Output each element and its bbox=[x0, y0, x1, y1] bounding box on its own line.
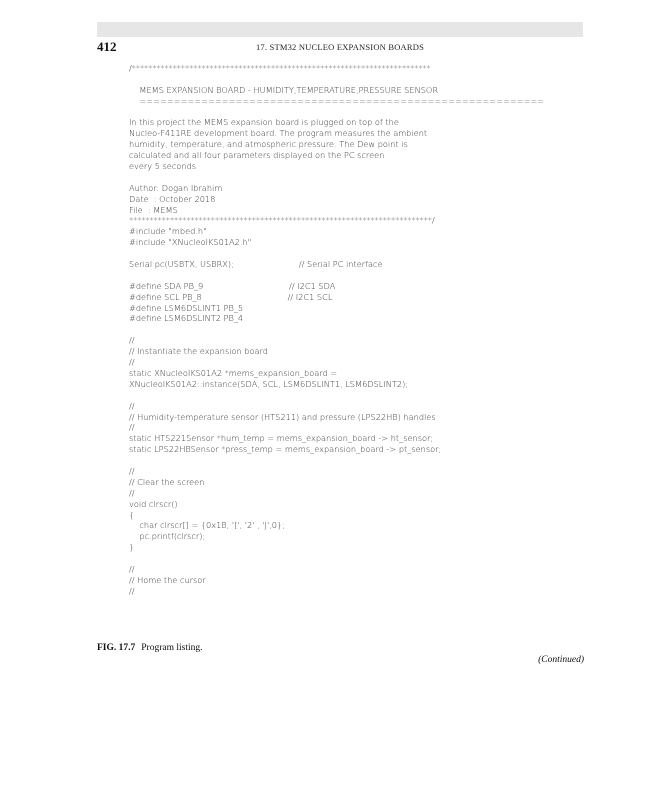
code-line bbox=[129, 270, 589, 281]
code-line: Author: Dogan Ibrahim bbox=[129, 182, 223, 193]
code-line: // bbox=[129, 465, 135, 476]
code-line: calculated and all four parameters displayed on the PC screen bbox=[129, 150, 385, 161]
code-line: // Home the cursor bbox=[129, 574, 206, 585]
header-bar bbox=[97, 22, 583, 37]
code-line: Nucleo-F411RE development board. The program measures the ambient bbox=[129, 128, 428, 139]
code-line: #define SCL PB_8 // I2C1 SCL bbox=[129, 291, 333, 302]
code-line bbox=[129, 107, 589, 118]
code-line: In this project the MEMS expansion board is plugged on top of the bbox=[129, 117, 399, 128]
page-number: 412 bbox=[97, 39, 117, 54]
code-line: #include "mbed.h" bbox=[129, 226, 207, 237]
code-line: { bbox=[129, 509, 135, 520]
code-line: // bbox=[129, 487, 135, 498]
code-line: every 5 seconds bbox=[129, 161, 197, 172]
code-line: Date : October 2018 bbox=[129, 193, 216, 204]
code-line: **************************************************************************/ bbox=[129, 215, 435, 226]
code-line: static LPS22HBSensor *press_temp = mems_expansion_board -> pt_sensor; bbox=[129, 444, 442, 455]
code-line: // bbox=[129, 357, 135, 368]
code-line: MEMS EXPANSION BOARD - HUMIDITY,TEMPERATURE,PRESSURE SENSOR bbox=[129, 84, 439, 95]
code-line bbox=[129, 74, 589, 85]
code-line bbox=[129, 172, 589, 183]
code-line: // Clear the screen bbox=[129, 476, 205, 487]
code-line: void clrscr() bbox=[129, 498, 178, 509]
code-line: // bbox=[129, 422, 135, 433]
code-line bbox=[129, 455, 589, 466]
continued-note: (Continued) bbox=[538, 655, 584, 665]
code-line bbox=[129, 248, 589, 259]
code-line: // bbox=[129, 585, 135, 596]
code-line: // Instantiate the expansion board bbox=[129, 346, 268, 357]
code-line: File : MEMS bbox=[129, 204, 178, 215]
code-line: =========================================================== bbox=[129, 95, 545, 106]
figure-caption bbox=[97, 642, 203, 654]
figure-caption-text: Program listing. bbox=[141, 643, 203, 653]
code-line: #define LSM6DSLINT1 PB_5 bbox=[129, 302, 244, 313]
code-line: // bbox=[129, 400, 135, 411]
code-line bbox=[129, 390, 589, 401]
code-line: // bbox=[129, 335, 135, 346]
code-listing bbox=[129, 63, 589, 628]
figure-label: FIG. 17.7 bbox=[97, 643, 136, 653]
code-line: pc.printf(clrscr); bbox=[129, 531, 206, 542]
code-line: char clrscr[] = {0x1B, '[', '2' , 'J',0}; bbox=[129, 520, 285, 531]
code-line: Serial pc(USBTX, USBRX); // Serial PC interface bbox=[129, 259, 383, 270]
code-line: XNucleoIKS01A2::instance(SDA, SCL, LSM6DSLINT1, LSM6DSLINT2); bbox=[129, 378, 409, 389]
code-line bbox=[129, 324, 589, 335]
code-line: #define SDA PB_9 // I2C1 SDA bbox=[129, 280, 336, 291]
code-line: #define LSM6DSLINT2 PB_4 bbox=[129, 313, 244, 324]
code-line: /************************************************************************* bbox=[129, 63, 431, 73]
code-line bbox=[129, 553, 589, 564]
code-line: static XNucleoIKS01A2 *mems_expansion_board = bbox=[129, 367, 338, 378]
code-line: // Humidity-temperature sensor (HTS211) and pressure (LPS22HB) handles bbox=[129, 411, 436, 422]
code-line: #include "XNucleoIKS01A2.h" bbox=[129, 237, 252, 248]
code-line: } bbox=[129, 542, 135, 553]
code-line: // bbox=[129, 563, 135, 574]
code-line: humidity, temperature, and atmospheric pressure. The Dew point is bbox=[129, 139, 408, 150]
code-line: static HTS221Sensor *hum_temp = mems_expansion_board -> ht_sensor; bbox=[129, 433, 434, 444]
running-head: 17. STM32 NUCLEO EXPANSION BOARDS bbox=[255, 42, 425, 52]
